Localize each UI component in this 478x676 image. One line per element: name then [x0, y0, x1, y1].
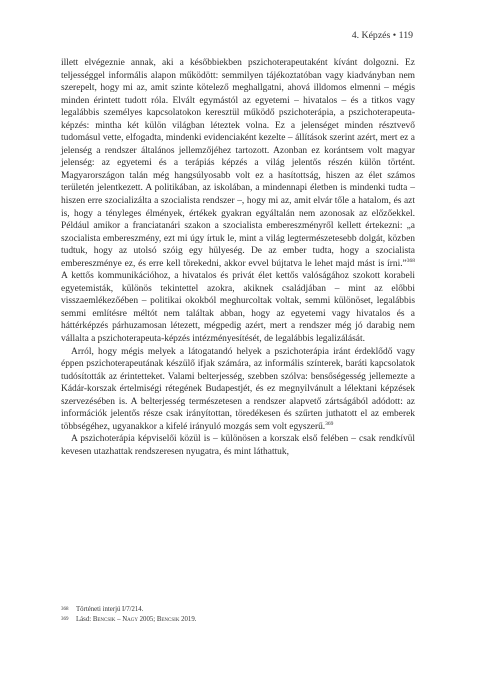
footnotes — [61, 605, 415, 625]
paragraph-1-text: illett elvégeznie annak, aki a későbbiekben pszichoterapeutaként kívánt dolgozni. Ez teljességgel informális alapon működött: semmilyen tájékoztatóban vagy kiadványban nem szerepelt, hogy mi az, amit szinte kötelező meghallgatni, ahová illdomos elmenni – mégis minden érintett tudott róla. Elvált egymástól az egyetemi – hivatalos – és a titkos vagy legalábbis személyes kapcsolatokon keresztül működő pszichoterápia, a pszichoterapeuta-képzés: mintha két külön világban léteztek volna. Ez a jelenséget minden résztvevő tudomásul vette, elfogadta, mindenki evidenciaként kezelte – állítások szerint azért, mert ez a jelenség a rendszer általános jellemzőjéhez tartozott. Azonban ez korántsem volt magyar jelenség: az egyetemi és a terápiás képzés a világ jelentős részén külön történt. Magyarországon talán még hangsúlyosabb volt ez a hasítottság, hiszen az élet számos területén jelentkezett. A politikában, az iskolában, a mindennapi életben is mindenki tudta – hiszen erre szocializálta a szocialista rendszer –, hogy mi az, amit elvár tőle a hatalom, és azt is, hogy a tényleges élmények, értékek gyakran egyáltalán nem azonosak az előzőekkel. Például amikor a franciatanári szakon a szocialista embereszményről kellett értekezni: „a szocialista embereszmény, ezt mi úgy írtuk le, mint a világ legtermészetesebb dolgát, közben tudtuk, hogy az utolsó szóig egy hülyeség. De az ember tudta, hogy a szocialista embereszménye ez, és erre kell törekedni, akkor evvel bújtatva le lehet majd mást is írni.” — [61, 58, 415, 269]
paragraph-2 — [61, 346, 415, 434]
footnote-ref-368[interactable]: 368 — [406, 257, 415, 264]
footnote-ref-369[interactable]: 369 — [325, 420, 334, 427]
paragraph-3-text: A pszichoterápia képviselői közül is – különösen a korszak első felében – csak rendkívül kevesen utazhattak rendszeresen nyugatra, és mint láthattuk, — [61, 434, 415, 457]
footnote-text: Lásd: Bencsik – Nagy 2005; Bencsik 2019. — [76, 616, 197, 623]
footnote-text: Történeti interjú I/7/214. — [76, 606, 144, 613]
footnote-369 — [61, 615, 415, 625]
paragraph-3 — [61, 433, 415, 458]
body-text — [61, 57, 415, 459]
paragraph-2-text: Arról, hogy mégis melyek a látogatandó helyek a pszichoterápia iránt érdeklődő vagy éppen pszichoterapeutának készülő ifjak számára, az informális színterek, baráti kapcsolatok tudósították az érintetteket. Valami belterjesség, szebben szólva: bensőségesség jellemezte a Kádár-korszak értelmiségi rétegének Budapestjét, és ez megnyilvánult a lélektani képzések szervezésében is. A belterjesség természetesen a rendszer alapvető zártságából adódott: az információk jelentős része csak irányítottan, töredékesen és szűrten juthatott el az emberek többségéhez, ugyanakkor a kifelé irányuló mozgás sem volt egyszerű. — [61, 346, 415, 432]
footnote-number: 369 — [61, 617, 69, 622]
paragraph-1 — [61, 57, 415, 346]
paragraph-1-tail: A kettős kommunikációhoz, a hivatalos és privát élet kettős valóságához szokott korabeli egyetemisták, különös tekintettel azokra, akiknek családjában – mint az előbbi visszaemlékezőében – politikai okokból meghurcoltak voltak, semmi különöset, legalábbis semmi említésre méltót nem találtak abban, hogy az egyetemi vagy hivatalos és a háttérképzés párhuzamosan létezett, mégpedig azért, mert a rendszer még jó darabig nem vállalta a pszichoterapeuta-képzés intézményesítését, de legalábbis legalizálását. — [61, 271, 415, 345]
running-head: 4. Képzés • 119 — [351, 30, 413, 41]
footnote-number: 368 — [61, 607, 69, 612]
footnote-368 — [61, 605, 415, 615]
